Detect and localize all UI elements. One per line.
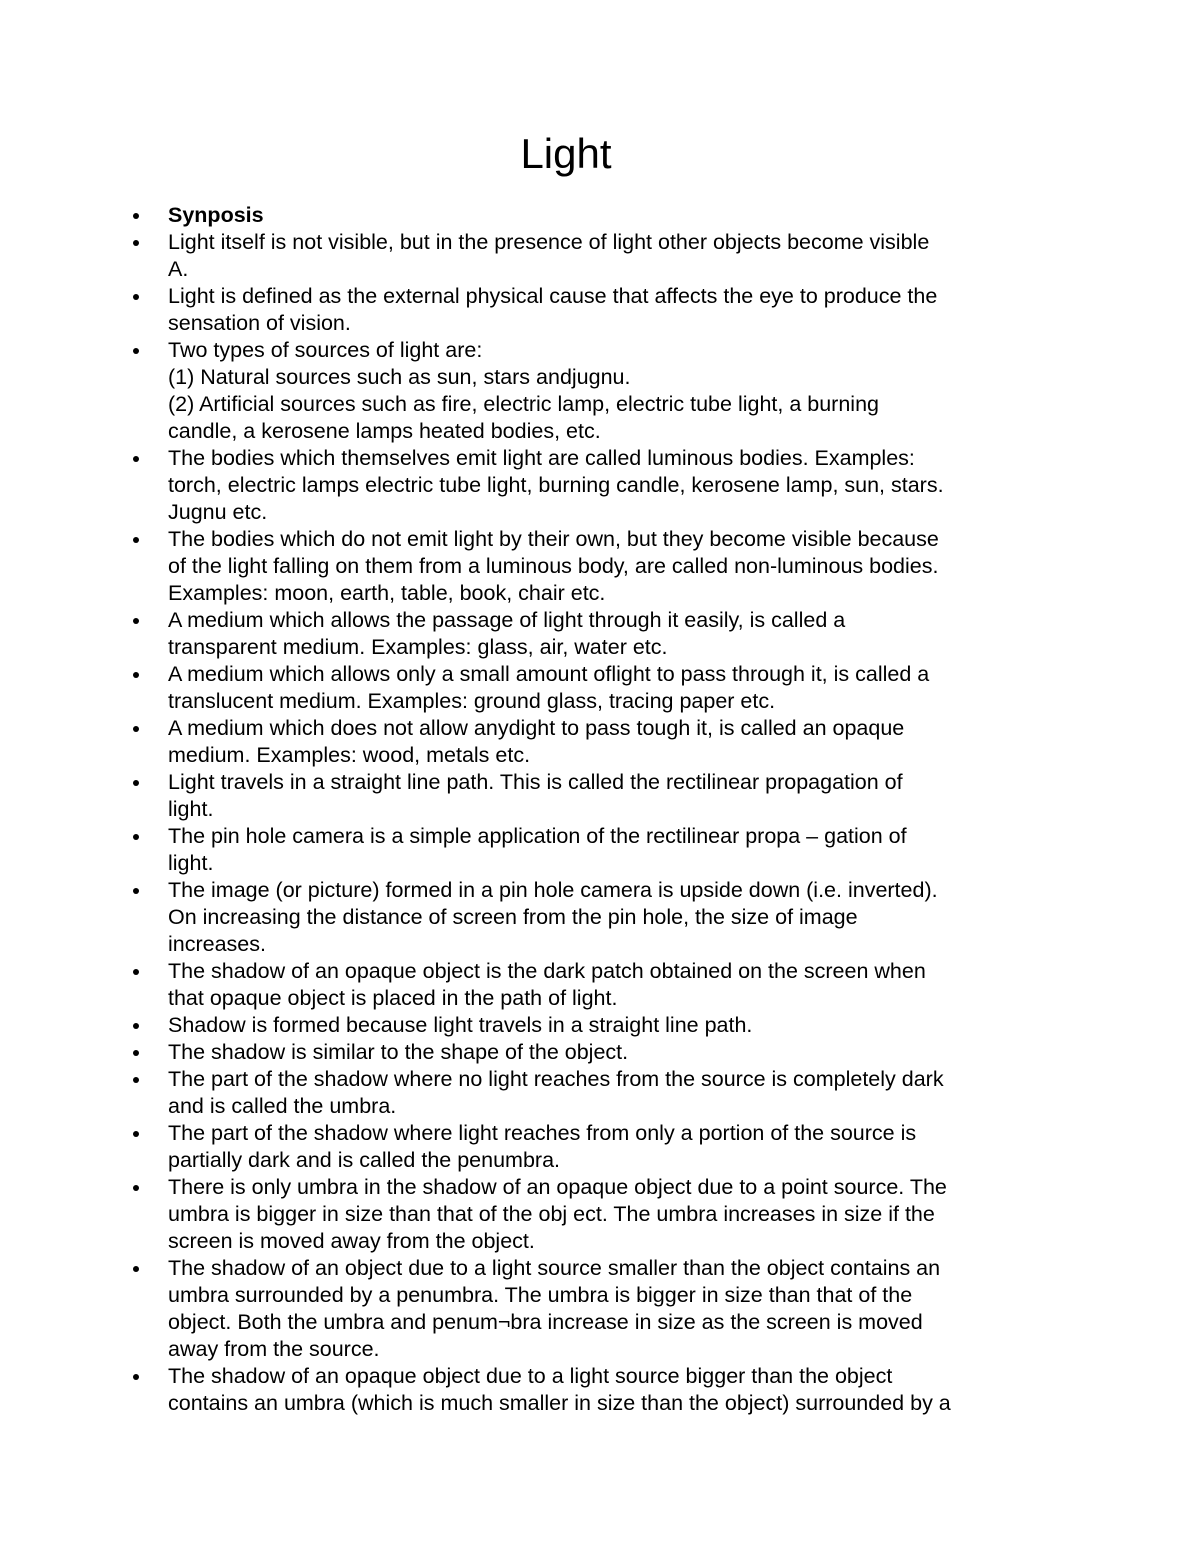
list-item: [168, 202, 1038, 229]
list-item-text-line: Two types of sources of light are:: [168, 338, 483, 362]
page-title: Light: [520, 130, 612, 177]
list-item: [168, 958, 1038, 1012]
list-item-text-line: (1) Natural sources such as sun, stars andjugnu.: [168, 365, 631, 389]
list-item-text-line: screen is moved away from the object.: [168, 1229, 535, 1253]
list-item-text-line: umbra surrounded by a penumbra. The umbra is bigger in size than that of the: [168, 1283, 913, 1307]
list-item: [168, 769, 1038, 823]
list-item-text-line: The bodies which themselves emit light are called luminous bodies. Examples:: [168, 446, 915, 470]
list-item-text-line: Synposis: [168, 203, 264, 227]
list-item: [168, 283, 1038, 337]
list-item-text-line: (2) Artificial sources such as fire, electric lamp, electric tube light, a burning: [168, 392, 879, 416]
list-item-text-line: Light is defined as the external physical cause that affects the eye to produce the: [168, 284, 938, 308]
list-item-text-line: light.: [168, 797, 214, 821]
list-item-text-line: The shadow is similar to the shape of the object.: [168, 1040, 629, 1064]
list-item-text-line: transparent medium. Examples: glass, air, water etc.: [168, 635, 668, 659]
list-item-text-line: Jugnu etc.: [168, 500, 268, 524]
list-item: [168, 1363, 1038, 1417]
list-item: [168, 337, 1038, 445]
list-item-text-line: of the light falling on them from a luminous body, are called non-luminous bodies.: [168, 554, 939, 578]
list-item-text-line: The part of the shadow where light reaches from only a portion of the source is: [168, 1121, 917, 1145]
list-item-text-line: and is called the umbra.: [168, 1094, 397, 1118]
list-item: [168, 526, 1038, 607]
list-item-text-line: The image (or picture) formed in a pin hole camera is upside down (i.e. inverted).: [168, 878, 938, 902]
list-item: [168, 1174, 1038, 1255]
list-item-text-line: sensation of vision.: [168, 311, 351, 335]
list-item-text-line: The part of the shadow where no light reaches from the source is completely dark: [168, 1067, 944, 1091]
list-item-text-line: torch, electric lamps electric tube light, burning candle, kerosene lamp, sun, stars.: [168, 473, 944, 497]
list-item-text-line: umbra is bigger in size than that of the obj ect. The umbra increases in size if the: [168, 1202, 935, 1226]
list-item-text-line: candle, a kerosene lamps heated bodies, etc.: [168, 419, 601, 443]
list-item: [168, 445, 1038, 526]
list-item: [168, 823, 1038, 877]
list-item: [168, 1120, 1038, 1174]
list-item: [168, 607, 1038, 661]
list-item-text-line: The shadow of an object due to a light source smaller than the object contains an: [168, 1256, 941, 1280]
list-item-text-line: away from the source.: [168, 1337, 380, 1361]
list-item-text-line: Examples: moon, earth, table, book, chair etc.: [168, 581, 606, 605]
list-item-text-line: A.: [168, 257, 189, 281]
list-item-text-line: There is only umbra in the shadow of an opaque object due to a point source. The: [168, 1175, 947, 1199]
list-item: [168, 661, 1038, 715]
list-item-text-line: On increasing the distance of screen from the pin hole, the size of image: [168, 905, 858, 929]
list-item-text-line: A medium which allows the passage of light through it easily, is called a: [168, 608, 846, 632]
list-item: [168, 1066, 1038, 1120]
list-item: [168, 1012, 1038, 1039]
list-item: [168, 877, 1038, 958]
list-item-text-line: object. Both the umbra and penum¬bra increase in size as the screen is moved: [168, 1310, 923, 1334]
list-item-text-line: increases.: [168, 932, 266, 956]
list-item-text-line: The bodies which do not emit light by their own, but they become visible because: [168, 527, 939, 551]
list-item: [168, 1255, 1038, 1363]
list-item-text-line: translucent medium. Examples: ground glass, tracing paper etc.: [168, 689, 776, 713]
list-item-text-line: contains an umbra (which is much smaller in size than the object) surrounded by a: [168, 1391, 951, 1415]
bullet-list: [168, 202, 1038, 1417]
list-item-text-line: that opaque object is placed in the path of light.: [168, 986, 618, 1010]
list-item: [168, 715, 1038, 769]
list-item-text-line: A medium which does not allow anydight to pass tough it, is called an opaque: [168, 716, 905, 740]
list-item-text-line: The shadow of an opaque object due to a light source bigger than the object: [168, 1364, 893, 1388]
list-item-text-line: Light itself is not visible, but in the presence of light other objects become visible: [168, 230, 930, 254]
list-item-text-line: light.: [168, 851, 214, 875]
list-item-text-line: The shadow of an opaque object is the dark patch obtained on the screen when: [168, 959, 926, 983]
list-item: [168, 229, 1038, 283]
list-item: [168, 1039, 1038, 1066]
list-item-text-line: medium. Examples: wood, metals etc.: [168, 743, 531, 767]
list-item-text-line: A medium which allows only a small amount oflight to pass through it, is called a: [168, 662, 930, 686]
list-item-text-line: The pin hole camera is a simple application of the rectilinear propa – gation of: [168, 824, 907, 848]
list-item-text-line: partially dark and is called the penumbra.: [168, 1148, 560, 1172]
list-item-text-line: Light travels in a straight line path. This is called the rectilinear propagation of: [168, 770, 903, 794]
list-item-text-line: Shadow is formed because light travels in a straight line path.: [168, 1013, 753, 1037]
